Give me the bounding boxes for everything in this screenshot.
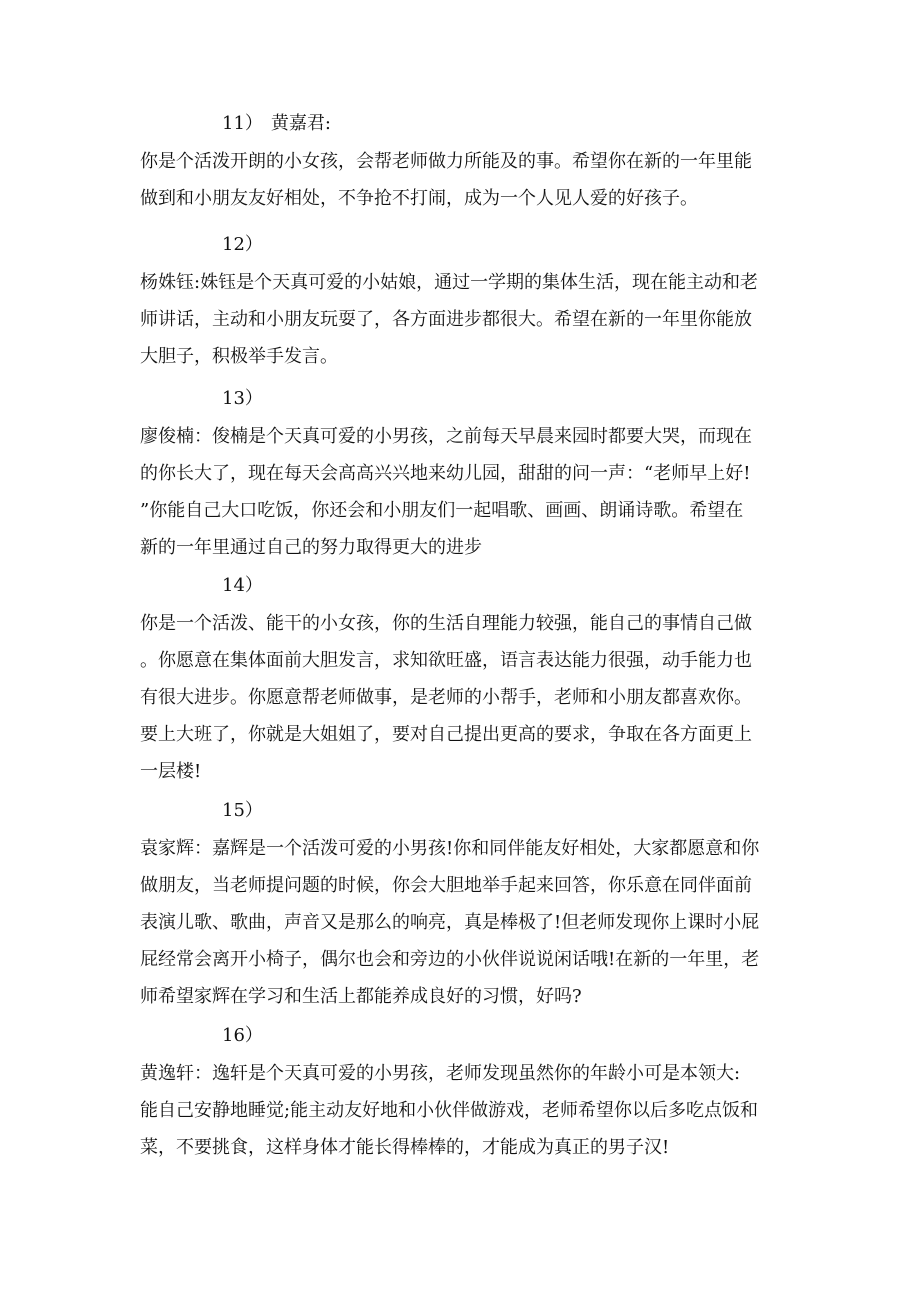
paragraph-line: 菜，不要挑食，这样身体才能长得棒棒的，才能成为真正的男子汉! <box>140 1137 670 1158</box>
entry-16 <box>140 1017 780 1166</box>
paragraph-line: 有很大进步。你愿意帮老师做事，是老师的小帮手，老师和小朋友都喜欢你。 <box>140 687 752 708</box>
entry-number: 15） <box>222 800 263 821</box>
entry-name: 黄嘉君: <box>270 113 331 134</box>
paragraph-line: 你是一个活泼、能干的小女孩，你的生活自理能力较强，能自己的事情自己做 <box>140 613 752 634</box>
paragraph-line: 一层楼! <box>140 761 202 782</box>
paragraph-line: 杨姝钰:姝钰是个天真可爱的小姑娘，通过一学期的集体生活，现在能主动和老 <box>140 272 759 293</box>
entry-number-line <box>140 1017 780 1055</box>
paragraph-line: 袁家辉：嘉辉是一个活泼可爱的小男孩!你和同伴能友好相处，大家都愿意和你 <box>140 838 760 859</box>
paragraph-line: 的你长大了，现在每天会高高兴兴地来幼儿园，甜甜的问一声：“老师早上好! <box>140 463 751 484</box>
entry-13 <box>140 380 780 566</box>
entry-number: 11） <box>222 113 263 134</box>
entry-11 <box>140 105 780 217</box>
paragraph-line: 屁经常会离开小椅子，偶尔也会和旁边的小伙伴说说闲话哦!在新的一年里，老 <box>140 949 760 970</box>
entry-number: 12） <box>222 234 263 255</box>
entry-number: 14） <box>222 575 263 596</box>
entry-number: 16） <box>222 1025 263 1046</box>
entry-number: 13） <box>222 388 263 409</box>
entry-number-line <box>140 792 780 830</box>
paragraph-line: 要上大班了，你就是大姐姐了，要对自己提出更高的要求，争取在各方面更上 <box>140 724 752 745</box>
paragraph-line: 做朋友，当老师提问题的时候，你会大胆地举手起来回答，你乐意在同伴面前 <box>140 875 752 896</box>
paragraph-line: 表演儿歌、歌曲，声音又是那么的响亮，真是棒极了!但老师发现你上课时小屁 <box>140 912 760 933</box>
entry-14 <box>140 567 780 790</box>
entry-number-line <box>140 105 780 143</box>
entry-15 <box>140 792 780 1015</box>
paragraph-line: ”你能自己大口吃饭，你还会和小朋友们一起唱歌、画画、朗诵诗歌。希望在 <box>140 500 744 521</box>
paragraph-line: 大胆子，积极举手发言。 <box>140 346 338 367</box>
paragraph-line: 廖俊楠：俊楠是个天真可爱的小男孩，之前每天早晨来园时都要大哭，而现在 <box>140 426 752 447</box>
paragraph-line: 黄逸轩：逸轩是个天真可爱的小男孩，老师发现虽然你的年龄小可是本领大: <box>140 1063 741 1084</box>
entry-number-line <box>140 226 780 264</box>
paragraph-line: 师讲话，主动和小朋友玩耍了，各方面进步都很大。希望在新的一年里你能放 <box>140 309 752 330</box>
paragraph-line: 你是个活泼开朗的小女孩，会帮老师做力所能及的事。希望你在新的一年里能 <box>140 151 752 172</box>
entry-12 <box>140 226 780 375</box>
paragraph-line: 新的一年里通过自己的努力取得更大的进步 <box>140 537 482 558</box>
paragraph-line: 师希望家辉在学习和生活上都能养成良好的习惯，好吗? <box>140 986 582 1007</box>
paragraph-line: 。你愿意在集体面前大胆发言，求知欲旺盛，语言表达能力很强，动手能力也 <box>140 650 752 671</box>
entry-number-line <box>140 380 780 418</box>
paragraph-line: 能自己安静地睡觉;能主动友好地和小伙伴做游戏，老师希望你以后多吃点饭和 <box>140 1100 759 1121</box>
entry-number-line <box>140 567 780 605</box>
paragraph-line: 做到和小朋友友好相处，不争抢不打闹，成为一个人见人爱的好孩子。 <box>140 188 698 209</box>
